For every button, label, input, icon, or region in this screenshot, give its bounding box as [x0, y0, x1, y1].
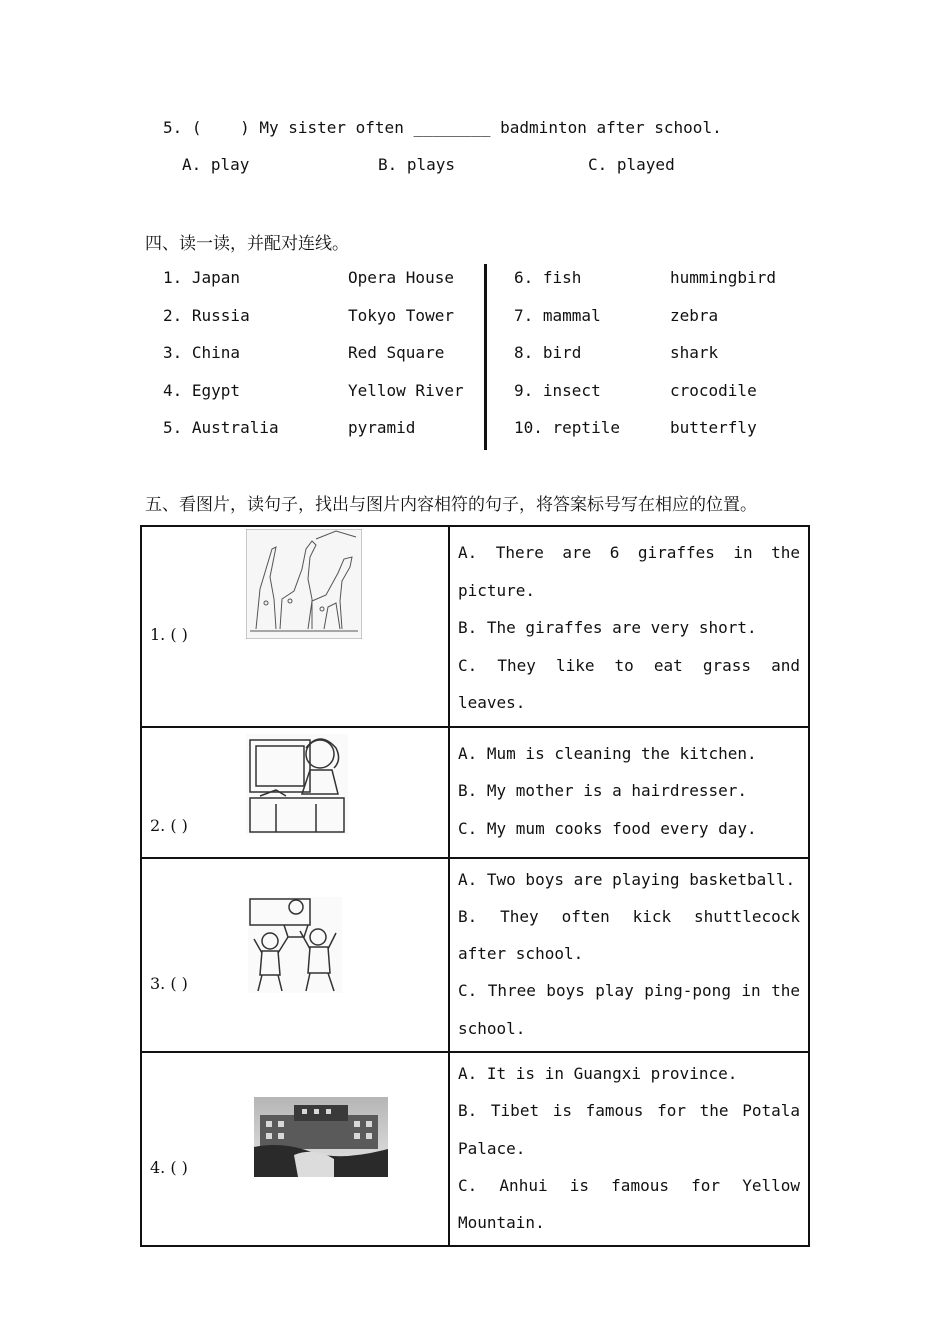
question-5-option-c: C. played	[588, 155, 675, 174]
table-row	[141, 858, 809, 1052]
option-b: B. They often kick shuttlecock after school.	[458, 906, 800, 964]
match-item: hummingbird	[670, 268, 776, 287]
match-item: 8. bird	[514, 343, 582, 362]
option-a: A. Two boys are playing basketball.	[458, 869, 796, 889]
match-item: Red Square	[348, 343, 445, 362]
matching-right-targets	[670, 267, 776, 455]
table-row	[141, 727, 809, 858]
match-item: 5. Australia	[163, 418, 279, 437]
picture-cell	[141, 727, 449, 858]
option-b: B. The giraffes are very short.	[458, 618, 757, 637]
match-item: 1. Japan	[163, 268, 241, 287]
match-item: 7. mammal	[514, 305, 601, 325]
options-cell	[449, 727, 809, 858]
question-5-option-b: B. plays	[378, 155, 456, 174]
matching-right-numbers	[514, 267, 620, 455]
match-item: shark	[670, 343, 719, 362]
options-cell	[449, 1052, 809, 1246]
picture-cell	[141, 1052, 449, 1246]
potala-palace-picture	[254, 1097, 388, 1177]
match-item: 4. Egypt	[163, 380, 241, 400]
row-answer-label: 1. ( )	[150, 625, 188, 644]
option-c: C. My mum cooks food every day.	[458, 818, 757, 838]
option-a: A. There are 6 giraffes in the picture.	[458, 543, 800, 600]
match-item: zebra	[670, 305, 719, 325]
match-item: Tokyo Tower	[348, 305, 454, 325]
picture-matching-table	[140, 525, 810, 1247]
option-c: C. They like to eat grass and leaves.	[458, 655, 800, 712]
matching-left-numbers	[163, 267, 279, 455]
option-b: B. Tibet is famous for the Potala Palace.	[458, 1101, 800, 1158]
giraffes-picture	[246, 529, 362, 639]
picture-cell	[141, 526, 449, 727]
table-row	[141, 526, 809, 727]
option-a: A. Mum is cleaning the kitchen.	[458, 743, 757, 763]
match-item: 9. insect	[514, 380, 601, 400]
matching-divider	[484, 264, 487, 450]
option-c: C. Three boys play ping-pong in the school.	[458, 981, 800, 1038]
options-cell	[449, 858, 809, 1052]
option-b: B. My mother is a hairdresser.	[458, 781, 747, 800]
row-answer-label: 4. ( )	[150, 1157, 188, 1177]
match-item: Yellow River	[348, 380, 464, 400]
match-item: pyramid	[348, 418, 416, 437]
match-item: 6. fish	[514, 268, 582, 287]
question-5-stem: 5. ( ) My sister often ________ badminton after school.	[163, 118, 722, 137]
option-c: C. Anhui is famous for Yellow Mountain.	[458, 1175, 800, 1233]
row-answer-label: 3. ( )	[150, 973, 188, 993]
row-answer-label: 2. ( )	[150, 815, 188, 835]
section-5-title: 五、看图片，读句子，找出与图片内容相符的句子，将答案标号写在相应的位置。	[145, 495, 757, 515]
question-5-option-a: A. play	[182, 155, 250, 174]
mother-kitchen-picture	[246, 734, 348, 834]
picture-cell	[141, 858, 449, 1052]
boys-basketball-picture	[248, 897, 342, 993]
match-item: butterfly	[670, 418, 757, 437]
options-cell	[449, 526, 809, 727]
match-item: 2. Russia	[163, 305, 250, 325]
table-row	[141, 1052, 809, 1246]
option-a: A. It is in Guangxi province.	[458, 1063, 738, 1083]
match-item: crocodile	[670, 380, 757, 400]
match-item: 3. China	[163, 343, 241, 362]
matching-left-targets	[348, 267, 464, 455]
match-item: 10. reptile	[514, 418, 620, 437]
match-item: Opera House	[348, 268, 454, 287]
section-4-title: 四、读一读，并配对连线。	[145, 234, 349, 254]
